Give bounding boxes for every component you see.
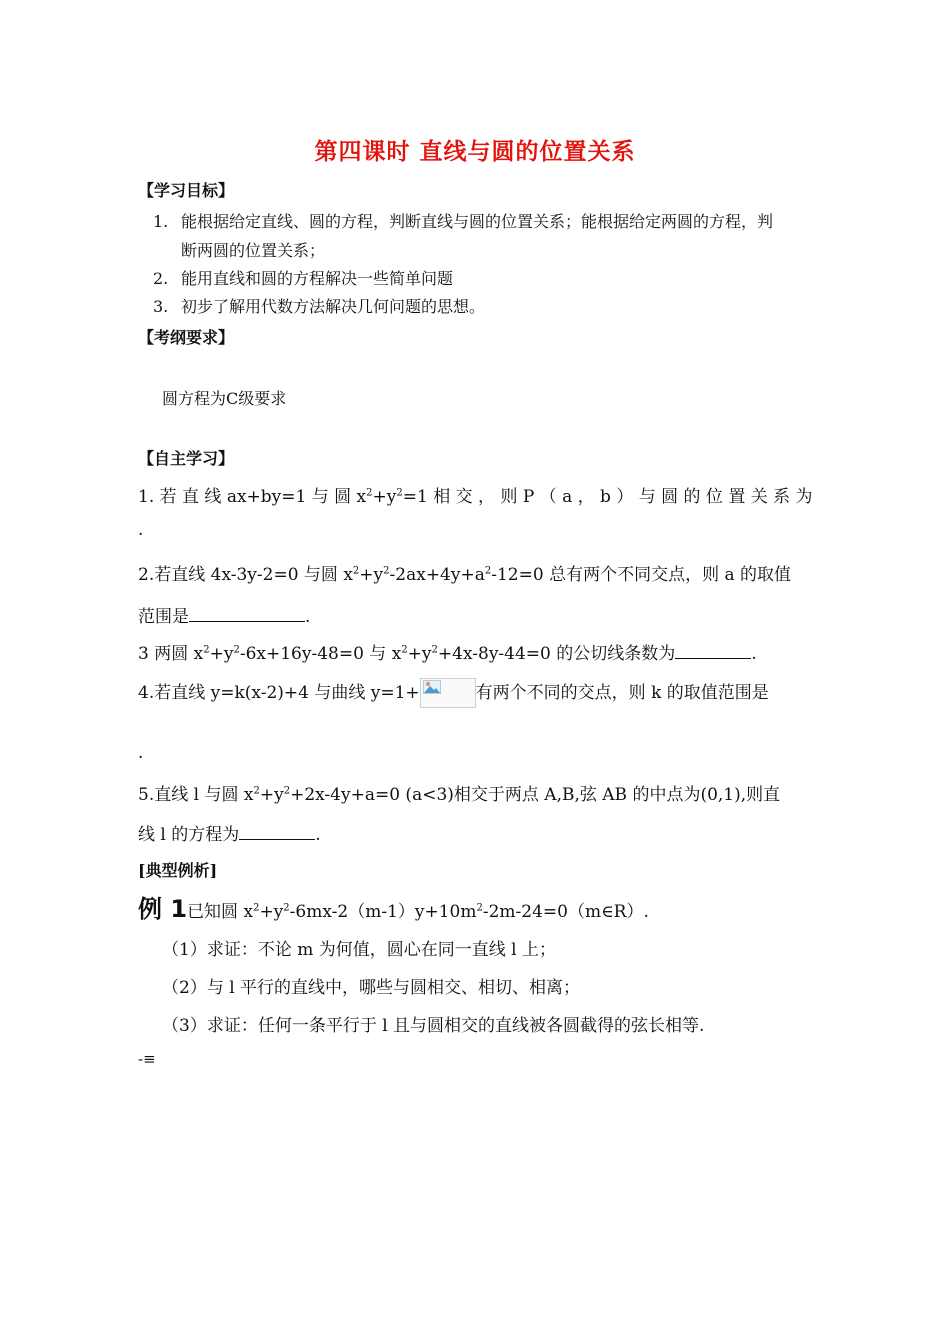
answer-blank[interactable] (189, 607, 305, 622)
question-3: 3 两圆 $x^2+y^2-6x+16y-48=0$ 与 $x^2+y^2+4x-8y-44=0$ 的公切线条数为 . (138, 644, 757, 664)
example-label: 例 1 (138, 895, 188, 923)
section-heading-goals: 【学习目标】 (138, 181, 235, 200)
question-5: 5.直线 l 与圆 $x^2+y^2+2x-4y+a=0$ (a<3)相交于两点 A,B,弦 AB 的中点为(0,1),则直 (138, 785, 781, 805)
section-heading-syllabus: 【考纲要求】 (138, 328, 235, 347)
answer-blank[interactable] (675, 644, 751, 659)
example-1-part-3: （3）求证：任何一条平行于 l 且与圆相交的直线被各圆截得的弦长相等. (162, 1016, 705, 1036)
question-2-line2: 范围是 . (138, 607, 311, 627)
answer-blank[interactable] (239, 825, 315, 840)
question-4-end: . (138, 743, 144, 763)
section-heading-examples: [典型例析] (138, 861, 218, 880)
question-1: 1. 若 直 线 ax+by=1 与 圆 $x^2+y^2=1$ 相 交 ， 则 P （ a ， b ） 与 圆 的 位 置 关 系 为 (138, 487, 813, 507)
goal-item-3: 3. 初步了解用代数方法解决几何问题的思想。 (153, 297, 486, 316)
question-4: 4.若直线 y=k(x-2)+4 与曲线 y=1+ 有两个不同的交点，则 k 的取值范围是 (138, 678, 769, 708)
syllabus-text: 圆方程为C级要求 (162, 389, 287, 408)
example-1-part-2: （2）与 l 平行的直线中，哪些与圆相交、相切、相离； (162, 978, 581, 998)
example-1-part-1: （1）求证：不论 m 为何值，圆心在同一直线 l 上； (162, 940, 556, 960)
broken-image-icon (420, 678, 476, 708)
goal-item-1-continued: 断两圆的位置关系； (181, 241, 326, 260)
question-5-line2: 线 l 的方程为 . (138, 825, 321, 845)
question-2: 2.若直线 4x-3y-2=0 与圆 $x^2+y^2-2ax+4y+a^2-12=0$ 总有两个不同交点，则 a 的取值 (138, 565, 792, 585)
section-heading-self-study: 【自主学习】 (138, 449, 235, 468)
goal-item-1: 1. 能根据给定直线、圆的方程，判断直线与圆的位置关系；能根据给定两圆的方程，判 (153, 212, 774, 231)
goal-item-2: 2. 能用直线和圆的方程解决一些简单问题 (153, 269, 454, 288)
page-title: 第四课时 直线与圆的位置关系 (314, 138, 636, 165)
question-1-end: . (138, 520, 144, 540)
example-1: 例 1已知圆 $x^2+y^2-6mx-2(m-1)y+10m^2-2m-24=0(m\in R)$. (138, 895, 649, 923)
footer-mark: -≡ (138, 1050, 156, 1068)
